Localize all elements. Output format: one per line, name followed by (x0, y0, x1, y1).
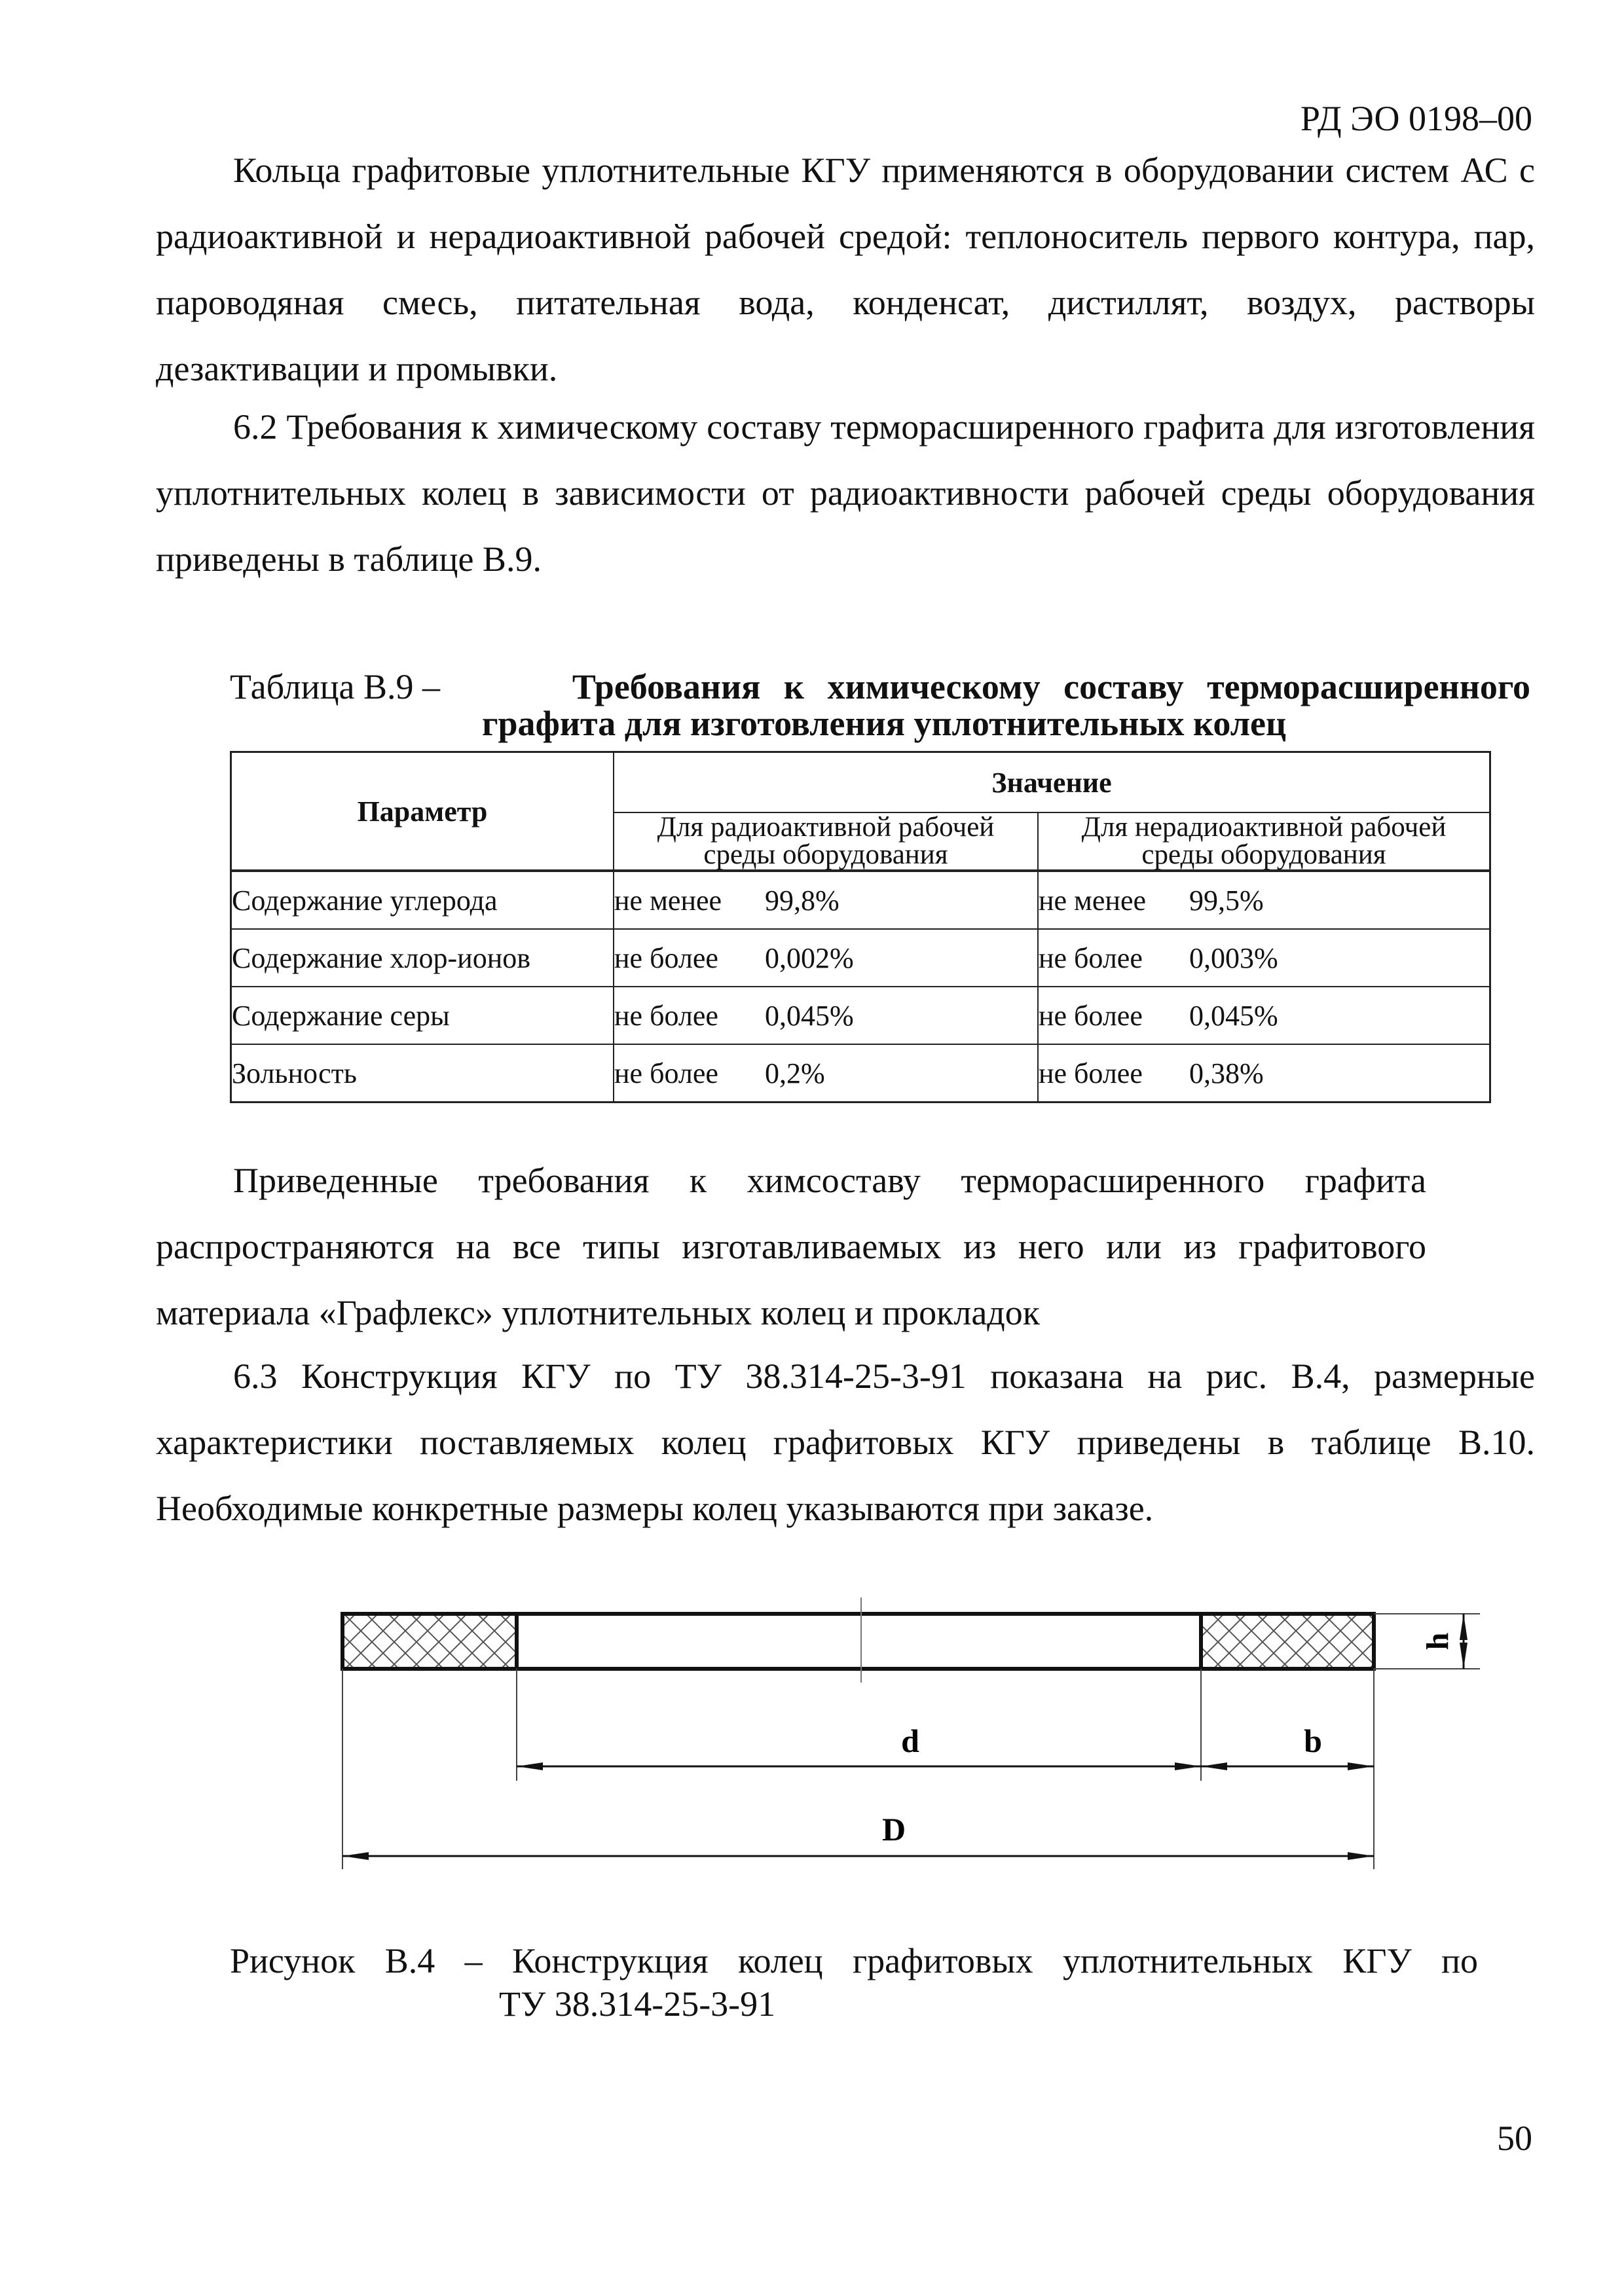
value: 0,045% (765, 999, 854, 1032)
cell-value-radioactive (614, 1044, 1038, 1102)
table-row (231, 929, 1490, 987)
header-param: Параметр (231, 752, 614, 871)
cell-param: Содержание углерода (231, 871, 614, 929)
table-caption-title-line2: графита для изготовления уплотнительных колец (482, 704, 1287, 743)
value: 0,2% (765, 1057, 825, 1089)
value-prefix: не более (614, 941, 718, 974)
header-value: Значение (614, 752, 1490, 813)
page-number: 50 (1497, 2119, 1532, 2158)
cell-param: Содержание хлор-ионов (231, 929, 614, 987)
value: 0,002% (765, 941, 854, 974)
ring-section-left (342, 1614, 517, 1669)
document-code: РД ЭО 0198–00 (1300, 99, 1532, 138)
paragraph-extension: Приведенные требования к химсоставу терморасширенного графита распространяются на все типы изготавливаемых из него или из графитового материала «Графлекс» уплотнительных колец и прокладок (156, 1161, 1426, 1332)
value-prefix: не более (1038, 1057, 1143, 1089)
label-h: h (1420, 1632, 1456, 1650)
requirements-table (230, 751, 1491, 1103)
ring-drawing (327, 1597, 1519, 1925)
label-d: d (901, 1722, 919, 1759)
value-prefix: не более (614, 999, 718, 1032)
paragraph-6-2: 6.2 Требования к химическому составу терморасширенного графита для изготовления уплотнительных колец в зависимости от радиоактивности рабочей среды оборудования приведены в таблице В.9. (156, 407, 1535, 579)
value-prefix: не более (1038, 999, 1143, 1032)
value-prefix: не более (1038, 941, 1143, 974)
figure-caption-line1: Рисунок В.4 – Конструкция колец графитовых уплотнительных КГУ по (230, 1941, 1478, 1980)
cell-value-radioactive (614, 929, 1038, 987)
value-prefix: не менее (1038, 884, 1147, 917)
figure-caption-line2: ТУ 38.314-25-3-91 (499, 1984, 776, 2024)
cell-param: Содержание серы (231, 987, 614, 1044)
ring-section-right (1201, 1614, 1374, 1669)
table-caption-label: Таблица В.9 – (230, 667, 440, 706)
table-caption (230, 664, 1530, 746)
cell-value-nonradioactive (1038, 929, 1490, 987)
paragraph-6-3: 6.3 Конструкция КГУ по ТУ 38.314-25-3-91 показана на рис. В.4, размерные характеристики поставляемых колец графитовых КГУ приведены в таблице В.10. Необходимые конкретные размеры колец указываются при заказе. (156, 1357, 1535, 1528)
subheader-radioactive: Для радиоактивной рабочей среды оборудования (614, 812, 1038, 871)
paragraph-application: Кольца графитовые уплотнительные КГУ применяются в оборудовании систем АС с радиоактивной и нерадиоактивной рабочей средой: теплоноситель первого контура, пар, пароводяная смесь, питательная вода, конденсат, дистиллят, воздух, растворы дезактивации и промывки. (156, 151, 1535, 388)
cell-value-nonradioactive (1038, 871, 1490, 929)
label-D: D (881, 1811, 906, 1848)
cell-value-radioactive (614, 871, 1038, 929)
subheader-nonradioactive: Для нерадиоактивной рабочей среды оборудования (1038, 812, 1490, 871)
cell-value-nonradioactive (1038, 1044, 1490, 1102)
table-row (231, 1044, 1490, 1102)
value: 99,8% (765, 884, 840, 917)
value: 0,045% (1189, 999, 1278, 1032)
cell-param: Зольность (231, 1044, 614, 1102)
value: 99,5% (1189, 884, 1264, 917)
value-prefix: не менее (614, 884, 722, 917)
cell-value-nonradioactive (1038, 987, 1490, 1044)
value: 0,38% (1189, 1057, 1264, 1089)
value: 0,003% (1189, 941, 1278, 974)
cell-value-radioactive (614, 987, 1038, 1044)
table-caption-title-line1: Требования к химическому составу терморасширенного (572, 667, 1530, 706)
label-b: b (1304, 1722, 1322, 1759)
value-prefix: не более (614, 1057, 718, 1089)
table-row (231, 871, 1490, 929)
figure-caption (230, 1939, 1478, 2026)
table-row (231, 987, 1490, 1044)
